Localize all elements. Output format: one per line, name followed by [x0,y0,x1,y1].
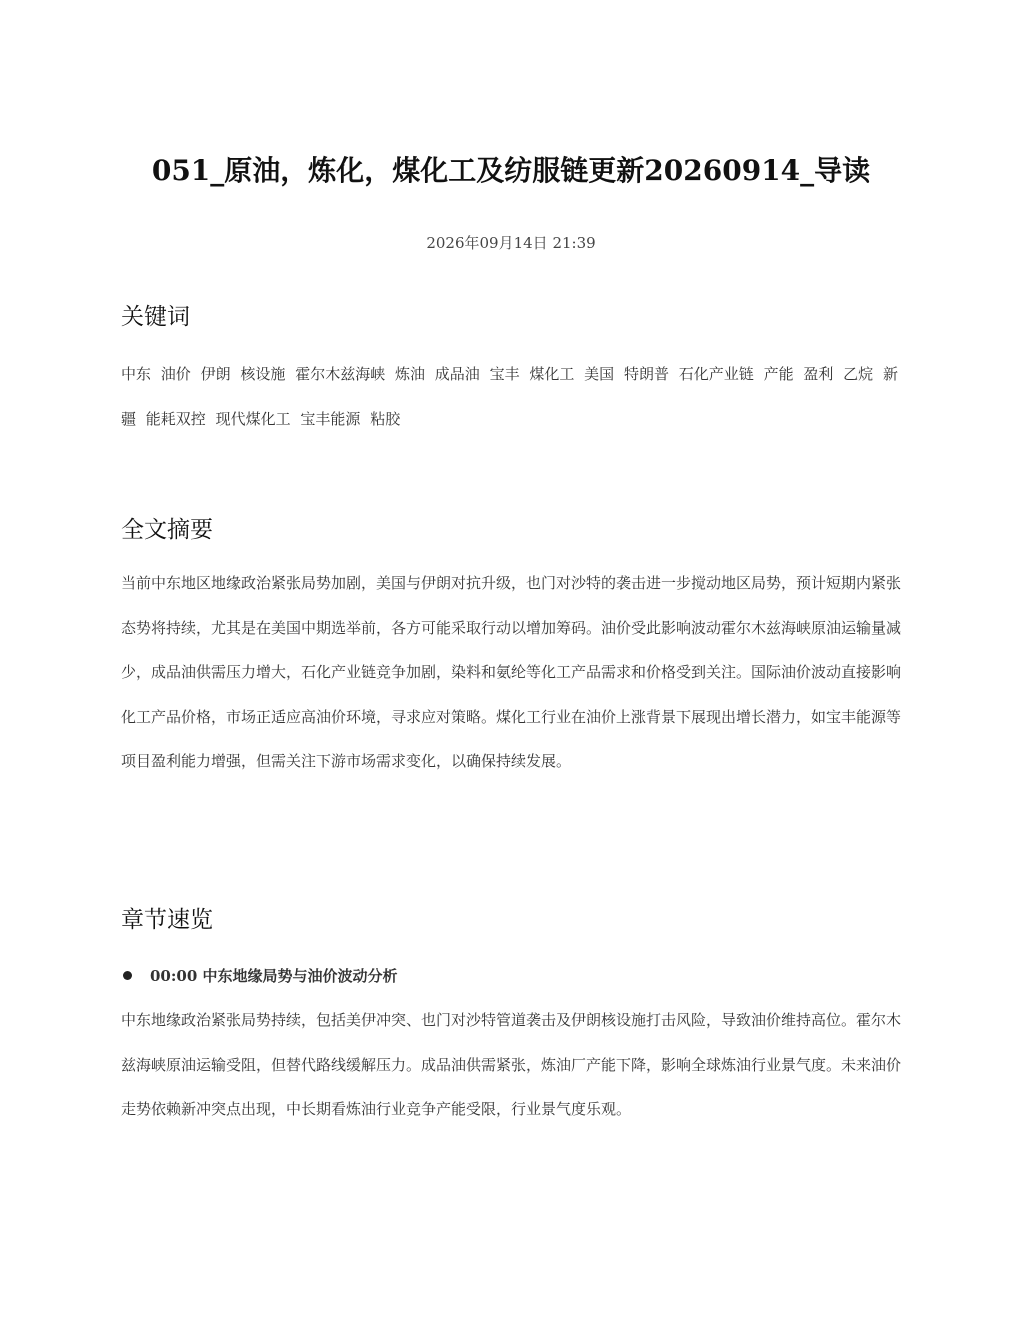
chapter-item [121,960,901,990]
keyword-item: 炼油 [394,365,425,383]
summary-text: 当前中东地区地缘政治紧张局势加剧，美国与伊朗对抗升级，也门对沙特的袭击进一步搅动地区局势，预计短期内紧张态势将持续，尤其是在美国中期选举前，各方可能采取行动以增加筹码。油价受此影响波动霍尔木兹海峡原油运输量减少，成品油供需压力增大，石化产业链竞争加剧，染料和氨纶等化工产品需求和价格受到关注。国际油价波动直接影响化工产品价格，市场正适应高油价环境，寻求应对策略。煤化工行业在油价上涨背景下展现出增长潜力，如宝丰能源等项目盈利能力增强，但需关注下游市场需求变化，以确保持续发展。 [121,574,902,770]
keyword-item: 宝丰 [489,365,520,383]
keyword-item: 新疆 [121,365,898,428]
keyword-item: 能耗双控 [145,409,206,428]
chapters-heading: 章节速览 [121,907,213,933]
chapter-heading [150,965,398,986]
keyword-item: 煤化工 [529,365,575,383]
keyword-item: 成品油 [434,365,480,383]
chapter-title: 中东地缘局势与油价波动分析 [202,966,398,985]
keyword-item: 特朗普 [623,365,669,383]
document-title: 051_原油，炼化，煤化工及纺服链更新20260914_导读 [151,154,871,187]
keyword-item: 现代煤化工 [215,409,291,428]
bullet-icon [123,971,132,980]
keyword-item: 粘胶 [370,409,401,428]
keyword-item: 伊朗 [200,365,231,383]
chapter-text: 中东地缘政治紧张局势持续，包括美伊冲突、也门对沙特管道袭击及伊朗核设施打击风险，导致油价维持高位。霍尔木兹海峡原油运输受阻，但替代路线缓解压力。成品油供需紧张，炼油厂产能下降，影响全球炼油行业景气度。未来油价走势依赖新冲突点出现，中长期看炼油行业竞争产能受限，行业景气度乐观。 [121,1011,902,1118]
keyword-item: 乙烷 [843,365,874,383]
keyword-item: 中东 [121,365,152,383]
keywords-list [121,352,901,441]
document-date: 2026年09月14日 21:39 [426,234,596,252]
keyword-item: 石化产业链 [678,365,754,383]
chapter-time: 00:00 [150,966,198,985]
keyword-item: 盈利 [803,365,834,383]
keyword-item: 美国 [584,365,615,383]
keywords-heading: 关键词 [121,304,190,330]
keyword-item: 油价 [160,365,191,383]
keyword-item: 产能 [763,365,794,383]
keyword-item: 宝丰能源 [300,409,361,428]
keyword-item: 霍尔木兹海峡 [295,365,386,383]
summary-heading: 全文摘要 [121,517,213,543]
keyword-item: 核设施 [240,365,286,383]
